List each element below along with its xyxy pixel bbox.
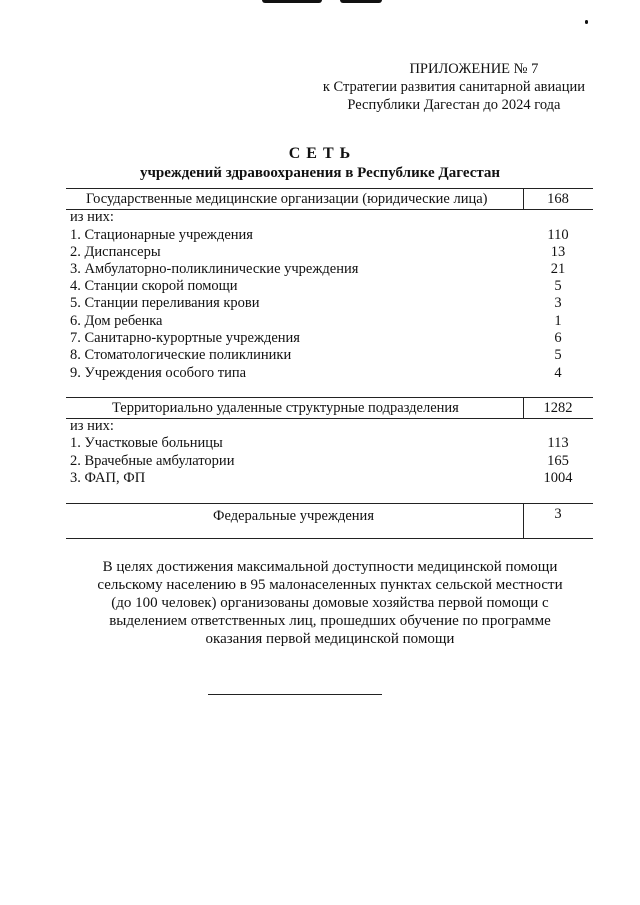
scan-artifact-dot — [585, 20, 588, 24]
document-title: С Е Т Ь — [288, 145, 352, 162]
list-item-value: 1004 — [543, 470, 573, 486]
section-total: 3 — [554, 506, 562, 522]
paragraph-line: сельскому населению в 95 малонаселенных пунктах сельской местности — [97, 577, 563, 593]
list-item-value: 4 — [554, 365, 562, 381]
list-item-label: 3. ФАП, ФП — [70, 470, 146, 486]
list-item-label: 1. Участковые больницы — [70, 435, 223, 451]
list-item-label: 2. Диспансеры — [70, 244, 161, 260]
list-item-label: 8. Стоматологические поликлиники — [70, 347, 292, 363]
list-item-label: 2. Врачебные амбулатории — [70, 453, 235, 469]
paragraph-line: (до 100 человек) организованы домовые хозяйства первой помощи с — [111, 595, 549, 611]
document-subtitle: учреждений здравоохранения в Республике Дагестан — [139, 165, 501, 181]
end-rule — [208, 694, 382, 695]
section-label: Государственные медицинские организации (юридические лица) — [86, 191, 488, 207]
list-item-label: 4. Станции скорой помощи — [70, 278, 238, 294]
list-item-value: 13 — [550, 244, 566, 260]
section-total: 1282 — [543, 400, 573, 416]
table-rule — [66, 209, 593, 210]
paragraph-line: В целях достижения максимальной доступности медицинской помощи — [102, 559, 558, 575]
table-rule — [66, 538, 593, 539]
appendix-header — [323, 60, 585, 114]
list-item-value: 165 — [547, 453, 569, 469]
section-label: Территориально удаленные структурные подразделения — [112, 400, 459, 416]
list-item-value: 5 — [554, 347, 562, 363]
sub-label: из них: — [70, 209, 114, 225]
list-item-value: 1 — [554, 313, 562, 329]
scan-artifact-mark — [340, 0, 382, 3]
list-item-value: 110 — [547, 227, 569, 243]
table-rule — [66, 418, 593, 419]
appendix-title: ПРИЛОЖЕНИЕ № 7 — [409, 61, 539, 77]
list-item-label: 1. Стационарные учреждения — [70, 227, 253, 243]
section-total: 168 — [547, 191, 569, 207]
paragraph-line: выделением ответственных лиц, прошедших обучение по программе — [109, 613, 551, 629]
appendix-line-1: к Стратегии развития санитарной авиации — [322, 79, 585, 95]
list-item-label: 7. Санитарно-курортные учреждения — [70, 330, 300, 346]
sub-label: из них: — [70, 418, 114, 434]
list-item-value: 3 — [554, 295, 562, 311]
list-item-label: 9. Учреждения особого типа — [70, 365, 247, 381]
list-item-label: 3. Амбулаторно-поликлинические учреждения — [70, 261, 359, 277]
paragraph-line: оказания первой медицинской помощи — [205, 631, 455, 647]
list-item-value: 113 — [547, 435, 569, 451]
section-label: Федеральные учреждения — [213, 508, 374, 524]
list-item-label: 5. Станции переливания крови — [70, 295, 260, 311]
table-rule — [66, 397, 593, 398]
list-item-label: 6. Дом ребенка — [70, 313, 163, 329]
table-rule — [66, 188, 593, 189]
table-rule — [66, 503, 593, 504]
appendix-line-2: Республики Дагестан до 2024 года — [347, 97, 561, 113]
scan-artifact-mark — [262, 0, 322, 3]
list-item-value: 21 — [550, 261, 566, 277]
list-item-value: 5 — [554, 278, 562, 294]
list-item-value: 6 — [554, 330, 562, 346]
